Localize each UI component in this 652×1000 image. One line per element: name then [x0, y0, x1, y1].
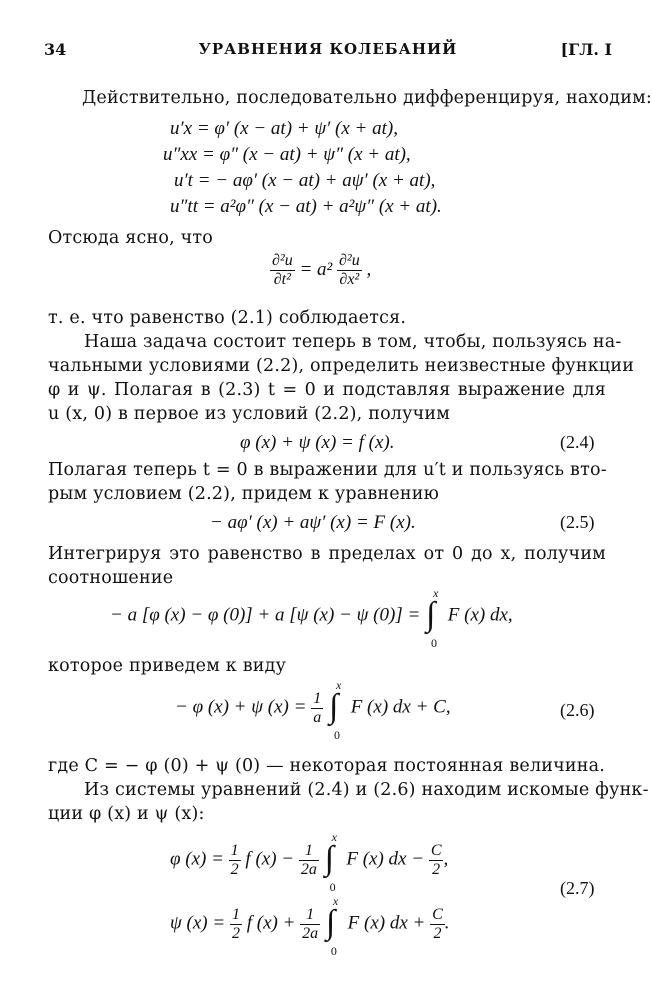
- paragraph-4-line-4: u (x, 0) в первое из условий (2.2), получим: [48, 404, 451, 424]
- equation-2-7-phi-mid: f (x) −: [245, 848, 295, 870]
- equation-2-7-phi-lhs: φ (x) =: [170, 848, 224, 870]
- wave-rhs-fraction: [337, 252, 362, 289]
- twoa-den: 2a: [302, 924, 319, 942]
- equation-2-5: − aφ′ (x) + aψ′ (x) = F (x).: [210, 512, 416, 533]
- wave-equation: [270, 252, 371, 289]
- wave-end: ,: [366, 258, 372, 280]
- equation-2-7-psi-lhs: ψ (x) =: [170, 912, 226, 934]
- half-den: 2: [230, 860, 239, 878]
- c-over-2-fraction: [430, 906, 445, 943]
- half-fraction: [230, 906, 242, 943]
- paragraph-5-line-2: рым условием (2.2), придем к уравнению: [48, 484, 440, 504]
- equation-2-7-phi-end: ,: [443, 848, 449, 870]
- integral-relation: [110, 586, 513, 650]
- derivative-ut: u′t = − aφ′ (x − at) + aψ′ (x + at),: [174, 170, 436, 191]
- paragraph-7: которое приведем к виду: [48, 656, 287, 676]
- equation-2-6-frac-den: a: [313, 708, 322, 726]
- equation-2-7-psi-rhs: F (x) dx +: [347, 912, 426, 934]
- integral-sign: ∫ x 0: [426, 586, 439, 650]
- equation-2-7-psi: [170, 894, 450, 958]
- equation-2-7-psi-mid: f (x) +: [246, 912, 296, 934]
- equation-number-2-6: (2.6): [560, 700, 595, 720]
- half-fraction: [229, 842, 241, 879]
- paragraph-9-line-1: Из системы уравнений (2.4) и (2.6) находим искомые функ-: [84, 780, 649, 800]
- derivative-uxx: u″xx = φ″ (x − at) + ψ″ (x + at),: [163, 144, 411, 165]
- page-number: 34: [44, 40, 67, 59]
- twoa-den: 2a: [300, 860, 317, 878]
- equation-2-6: [175, 678, 451, 742]
- c2-den: 2: [433, 924, 442, 942]
- integral-lower: 0: [431, 636, 438, 650]
- equation-2-4: φ (x) + ψ (x) = f (x).: [240, 432, 395, 453]
- one-over-2a-fraction: [299, 842, 319, 879]
- equation-2-7-phi: [170, 830, 449, 894]
- integral-sign: ∫ x 0: [328, 678, 342, 742]
- integral-relation-rhs: F (x) dx,: [447, 604, 513, 626]
- equation-2-6-lhs: − φ (x) + ψ (x) =: [175, 696, 307, 718]
- paragraph-4-line-2: чальными условиями (2.2), определить неизвестные функции: [48, 356, 635, 376]
- twoa-num: 1: [300, 906, 320, 925]
- paragraph-6-line-2: соотношение: [48, 568, 174, 588]
- half-num: 1: [231, 905, 240, 923]
- paragraph-5-line-1: Полагая теперь t = 0 в выражении для u′t и пользуясь вто-: [48, 460, 607, 480]
- running-title: УРАВНЕНИЯ КОЛЕБАНИЙ: [198, 40, 458, 58]
- paragraph-6-line-1: Интегрируя это равенство в пределах от 0 до x, получим: [48, 544, 606, 564]
- integral-lower: 0: [329, 880, 336, 894]
- equation-2-6-rhs: F (x) dx + C,: [350, 696, 451, 718]
- equation-2-7-psi-end: .: [444, 912, 450, 934]
- integral-upper: x: [331, 830, 337, 844]
- integral-upper: x: [335, 678, 342, 692]
- integral-sign: ∫ x 0: [325, 894, 339, 958]
- one-over-2a-fraction: [300, 906, 320, 943]
- paragraph-1: Действительно, последовательно дифференцируя, находим:: [82, 88, 652, 108]
- wave-lhs-fraction: [270, 252, 295, 289]
- c-over-2-fraction: [429, 842, 444, 879]
- equation-number-2-4: (2.4): [560, 432, 595, 452]
- equation-2-6-fraction: [311, 690, 323, 727]
- c2-num: C: [430, 841, 442, 859]
- derivative-utt: u″tt = a²φ″ (x − at) + a²ψ″ (x + at).: [170, 196, 442, 217]
- integral-upper: x: [433, 586, 439, 600]
- paragraph-9-line-2: ции φ (x) и ψ (x):: [48, 804, 205, 824]
- paragraph-8: где C = − φ (0) + ψ (0) — некоторая постоянная величина.: [48, 756, 606, 776]
- paragraph-4-line-1: Наша задача состоит теперь в том, чтобы, пользуясь на-: [84, 332, 622, 352]
- paragraph-4-line-3: φ и ψ. Полагая в (2.3) t = 0 и подставляя выражение для: [48, 380, 606, 400]
- wave-mid: = a²: [299, 258, 333, 280]
- equation-number-2-7: (2.7): [560, 878, 595, 898]
- integral-lower: 0: [333, 728, 340, 742]
- half-den: 2: [231, 924, 240, 942]
- derivative-ux: u′x = φ′ (x − at) + ψ′ (x + at),: [170, 118, 398, 139]
- page-header: [44, 40, 612, 66]
- c2-den: 2: [432, 860, 441, 878]
- integral-lower: 0: [330, 944, 337, 958]
- twoa-num: 1: [299, 842, 319, 861]
- integral-relation-lhs: − a [φ (x) − φ (0)] + a [ψ (x) − ψ (0)] =: [110, 604, 421, 626]
- half-num: 1: [230, 841, 239, 859]
- wave-rhs-den: ∂x²: [339, 271, 360, 288]
- equation-number-2-5: (2.5): [560, 512, 595, 532]
- paragraph-2: Отсюда ясно, что: [48, 228, 213, 248]
- paragraph-3: т. е. что равенство (2.1) соблюдается.: [48, 308, 407, 328]
- equation-2-6-frac-num: 1: [313, 689, 322, 707]
- integral-sign: ∫ x 0: [324, 830, 337, 894]
- chapter-label: [ГЛ. I: [560, 40, 612, 59]
- equation-2-7-phi-rhs: F (x) dx −: [346, 848, 425, 870]
- integral-upper: x: [332, 894, 339, 908]
- wave-lhs-num: ∂²u: [272, 252, 293, 269]
- wave-rhs-num: ∂²u: [338, 252, 360, 269]
- c2-num: C: [432, 905, 443, 923]
- wave-lhs-den: ∂t²: [273, 271, 291, 288]
